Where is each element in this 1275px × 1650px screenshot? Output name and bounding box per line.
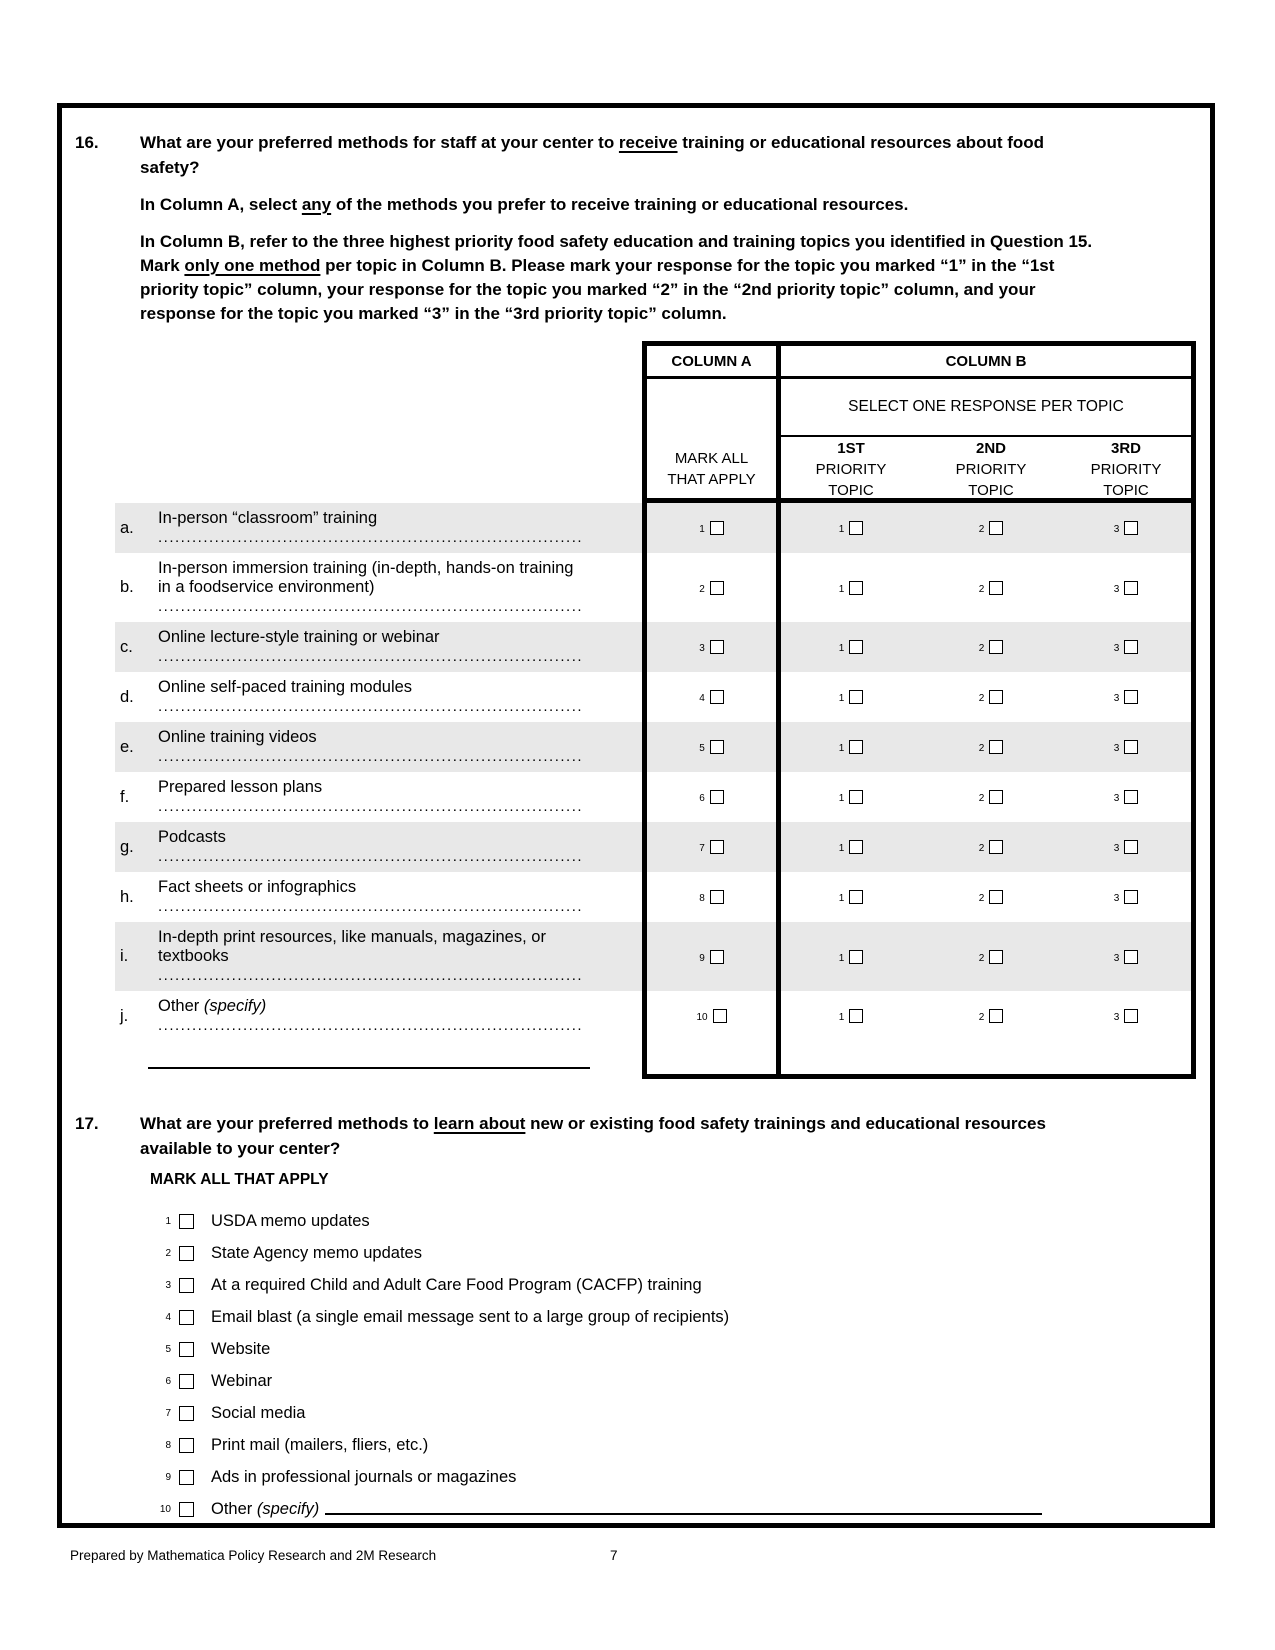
row-letter: d. [120,687,134,706]
col-a-cell [642,622,781,672]
priority-2-checkbox[interactable] [989,690,1003,704]
col-a-cell [642,503,781,553]
checkbox-number: 3 [1113,583,1120,595]
checkbox-item [157,1461,1210,1493]
checkbox-number: 1 [838,643,845,654]
item-label: At a required Child and Adult Care Food Program (CACFP) training [211,1275,702,1294]
q17-checkbox[interactable] [179,1438,194,1453]
checkbox-number: 1 [838,524,845,535]
priority-2-checkbox[interactable] [989,581,1003,595]
row-letter: a. [120,518,134,537]
checkbox-number: 1 [838,952,845,964]
checkbox-number: 3 [1113,743,1120,754]
row-letter: f. [120,787,130,806]
priority-2-cell [921,772,1061,822]
checkbox-item [157,1493,1210,1525]
table-bottom-strip [115,1041,1196,1079]
checkbox-number: 1 [838,893,845,904]
checkbox-number: 1 [838,793,845,804]
checkbox-number: 5 [699,743,705,754]
table-row [115,622,1196,672]
checkbox-number: 2 [978,952,985,964]
col-a-cell [642,991,781,1041]
row-letter: b. [120,578,134,596]
other-specify-write-line[interactable] [325,1513,1042,1515]
col-a-checkbox[interactable] [710,581,724,595]
priority-2-checkbox[interactable] [989,950,1003,964]
priority-1-checkbox[interactable] [849,740,863,754]
row-label: e. Online training videos ..... [115,722,642,772]
checkbox-number: 8 [165,1439,171,1451]
question-16-number: 16. [75,133,99,152]
item-label: USDA memo updates [211,1211,370,1230]
priority-3-cell [1061,503,1196,553]
checkbox-number: 10 [696,1012,708,1023]
col-a-checkbox[interactable] [710,640,724,654]
priority-2-cell [921,553,1061,622]
checkbox-item [157,1301,1210,1333]
row-label: f. Prepared lesson plans ..... [115,772,642,822]
checkbox-number: 10 [159,1503,171,1515]
table-row [115,722,1196,772]
priority-2-checkbox[interactable] [989,521,1003,535]
column-a-header: COLUMN A [642,341,781,379]
checkbox-number: 6 [165,1375,171,1387]
checkbox-number: 2 [978,793,985,804]
col-a-checkbox[interactable] [710,740,724,754]
checkbox-number: 2 [978,1012,985,1023]
q17-checkbox-list [157,1205,1210,1525]
checkbox-number: 2 [978,643,985,654]
col-a-checkbox[interactable] [710,690,724,704]
checkbox-number: 3 [1113,793,1120,804]
col-a-cell [642,822,781,872]
row-label: c. Online lecture-style training or webinar ..... [115,622,642,672]
priority-3-cell [1061,672,1196,722]
item-label: Email blast (a single email message sent to a large group of recipients) [211,1307,730,1326]
row-label: h. Fact sheets or infographics ..... [115,872,642,922]
priority-1-checkbox[interactable] [849,581,863,595]
priority-1-checkbox[interactable] [849,1009,863,1023]
checkbox-item [157,1397,1210,1429]
row-letter: e. [120,737,134,756]
col-a-cell [642,672,781,722]
col-a-checkbox[interactable] [710,950,724,964]
mark-all-that-apply-label: MARK ALL THAT APPLY [150,1171,329,1188]
row-letter: i. [120,947,129,965]
checkbox-number: 8 [699,893,705,904]
checkbox-number: 3 [1113,524,1120,535]
checkbox-number: 2 [978,893,985,904]
checkbox-item [157,1333,1210,1365]
checkbox-number: 1 [165,1215,171,1227]
checkbox-number: 3 [1113,952,1120,964]
col-a-cell [642,772,781,822]
priority-1-checkbox[interactable] [849,890,863,904]
priority-topic-header: 1ST PRIORITY TOPIC [781,437,921,503]
table-row [115,553,1196,622]
checkbox-number: 3 [1113,893,1120,904]
item-label: Social media [211,1403,306,1422]
priority-2-cell [921,672,1061,722]
checkbox-number: 2 [165,1247,171,1259]
priority-2-checkbox[interactable] [989,890,1003,904]
priority-1-cell [781,622,921,672]
row-label: g. Podcasts ..... [115,822,642,872]
priority-3-cell [1061,991,1196,1041]
mark-all-that-apply-header: MARK ALL THAT APPLY [642,379,781,503]
table-row [115,672,1196,722]
priority-3-cell [1061,922,1196,991]
q17-checkbox[interactable] [179,1502,194,1517]
checkbox-number: 6 [699,793,705,804]
checkbox-number: 2 [978,524,985,535]
question-17-title: What are your preferred methods to learn about new or existing food safety trainings and educational resources available to your center? [140,1114,1046,1158]
priority-2-cell [921,722,1061,772]
priority-3-checkbox[interactable] [1124,690,1138,704]
checkbox-number: 3 [165,1279,171,1291]
priority-1-cell [781,872,921,922]
q16-other-specify-write-line[interactable] [148,1067,590,1069]
priority-1-checkbox[interactable] [849,521,863,535]
priority-1-checkbox[interactable] [849,640,863,654]
table-header [115,341,1196,503]
checkbox-number: 2 [699,583,705,595]
priority-2-cell [921,503,1061,553]
checkbox-number: 1 [699,524,705,535]
priority-1-checkbox[interactable] [849,950,863,964]
table-row [115,922,1196,991]
row-label: i. In-depth print resources, like manuals, magazines, or textbooks ..... [115,922,642,991]
q17-checkbox[interactable] [179,1342,194,1357]
col-a-cell [642,922,781,991]
checkbox-number: 7 [699,843,705,854]
checkbox-item [157,1269,1210,1301]
checkbox-number: 3 [699,643,705,654]
checkbox-number: 9 [699,952,705,964]
q17-checkbox[interactable] [179,1406,194,1421]
priority-3-checkbox[interactable] [1124,581,1138,595]
priority-3-checkbox[interactable] [1124,740,1138,754]
table-row [115,872,1196,922]
priority-2-checkbox[interactable] [989,1009,1003,1023]
checkbox-number: 2 [978,743,985,754]
col-a-cell [642,872,781,922]
priority-1-cell [781,772,921,822]
checkbox-item [157,1205,1210,1237]
q16-instruction-column-b: In Column B, refer to the three highest priority food safety education and training topics you identified in Question 15. Mark only one method per topic in Column B. Please mark your response for the topic you marked “1” in the “1st priority topic” column, your response for the topic you marked “2” in the “2nd priority topic” column, and your response for the topic you marked “3” in the “3rd priority topic” column. [140,232,1093,323]
q17-checkbox[interactable] [179,1214,194,1229]
priority-1-cell [781,991,921,1041]
checkbox-number: 3 [1113,843,1120,854]
priority-3-checkbox[interactable] [1124,1009,1138,1023]
priority-1-checkbox[interactable] [849,690,863,704]
row-letter: g. [120,837,134,856]
priority-2-cell [921,622,1061,672]
checkbox-number: 1 [838,1012,845,1023]
page-frame [57,103,1215,1528]
priority-3-checkbox[interactable] [1124,840,1138,854]
question-17-number: 17. [75,1114,99,1133]
question-16 [75,130,1210,1079]
question-17 [75,1111,1210,1525]
checkbox-number: 1 [838,743,845,754]
priority-3-cell [1061,822,1196,872]
q17-checkbox[interactable] [179,1374,194,1389]
checkbox-number: 1 [838,843,845,854]
priority-3-cell [1061,622,1196,672]
question-16-title: What are your preferred methods for staff at your center to receive training or educational resources about food safety? [140,133,1045,177]
priority-topic-header: 2ND PRIORITY TOPIC [921,437,1061,503]
col-a-checkbox[interactable] [710,521,724,535]
row-label: a. In-person “classroom” training ..... [115,503,642,553]
priority-3-cell [1061,772,1196,822]
priority-2-cell [921,872,1061,922]
row-letter: j. [120,1006,129,1025]
row-label: d. Online self-paced training modules ..... [115,672,642,722]
q17-checkbox[interactable] [179,1310,194,1325]
checkbox-number: 3 [1113,1012,1120,1023]
col-a-checkbox[interactable] [710,890,724,904]
checkbox-item [157,1365,1210,1397]
row-letter: h. [120,887,134,906]
priority-3-cell [1061,872,1196,922]
checkbox-number: 4 [699,693,705,704]
checkbox-number: 7 [165,1407,171,1419]
item-label: Website [211,1339,271,1358]
row-letter: c. [120,637,133,656]
checkbox-number: 2 [978,583,985,595]
priority-2-checkbox[interactable] [989,790,1003,804]
priority-topic-header: 3RD PRIORITY TOPIC [1061,437,1196,503]
footer-prepared-by: Prepared by Mathematica Policy Research and 2M Research [70,1548,437,1563]
checkbox-number: 3 [1113,643,1120,654]
priority-1-cell [781,822,921,872]
checkbox-number: 1 [838,583,845,595]
priority-2-checkbox[interactable] [989,840,1003,854]
checkbox-number: 4 [165,1311,171,1323]
q17-checkbox[interactable] [179,1278,194,1293]
priority-1-cell [781,503,921,553]
priority-1-cell [781,922,921,991]
priority-3-checkbox[interactable] [1124,890,1138,904]
col-a-checkbox[interactable] [710,790,724,804]
priority-1-cell [781,672,921,722]
priority-3-checkbox[interactable] [1124,950,1138,964]
priority-2-checkbox[interactable] [989,740,1003,754]
checkbox-number: 3 [1113,693,1120,704]
priority-3-checkbox[interactable] [1124,640,1138,654]
priority-1-cell [781,553,921,622]
table-row [115,503,1196,553]
checkbox-number: 5 [165,1343,171,1355]
priority-2-cell [921,991,1061,1041]
q16-instruction-column-a: In Column A, select any of the methods you prefer to receive training or educational resources. [140,195,909,214]
priority-2-cell [921,822,1061,872]
item-label: Webinar [211,1371,273,1390]
priority-1-checkbox[interactable] [849,840,863,854]
priority-1-cell [781,722,921,772]
item-label: Ads in professional journals or magazines [211,1467,517,1486]
col-a-checkbox[interactable] [710,840,724,854]
col-a-cell [642,722,781,772]
select-one-response-header: SELECT ONE RESPONSE PER TOPIC [781,379,1196,437]
priority-3-checkbox[interactable] [1124,521,1138,535]
priority-1-checkbox[interactable] [849,790,863,804]
row-label: j. Other (specify) ..... [115,991,642,1041]
priority-2-checkbox[interactable] [989,640,1003,654]
checkbox-item [157,1429,1210,1461]
checkbox-item [157,1237,1210,1269]
item-label: Other (specify) [211,1499,320,1518]
column-b-header: COLUMN B [781,341,1196,379]
checkbox-number: 2 [978,843,985,854]
table-row [115,991,1196,1041]
table-row [115,772,1196,822]
row-label: b. In-person immersion training (in-depth, hands-on training in a foodservice environment) ..... [115,553,642,622]
item-label: Print mail (mailers, fliers, etc.) [211,1435,429,1454]
q17-checkbox[interactable] [179,1246,194,1261]
footer-page-number: 7 [610,1548,618,1563]
priority-3-cell [1061,722,1196,772]
col-a-checkbox[interactable] [713,1009,727,1023]
checkbox-number: 2 [978,693,985,704]
col-a-cell [642,553,781,622]
checkbox-number: 1 [838,693,845,704]
item-label: State Agency memo updates [211,1243,422,1262]
checkbox-number: 9 [165,1471,171,1483]
q17-checkbox[interactable] [179,1470,194,1485]
priority-3-cell [1061,553,1196,622]
table-row [115,822,1196,872]
priority-2-cell [921,922,1061,991]
priority-3-checkbox[interactable] [1124,790,1138,804]
q16-response-table [115,341,1196,1079]
